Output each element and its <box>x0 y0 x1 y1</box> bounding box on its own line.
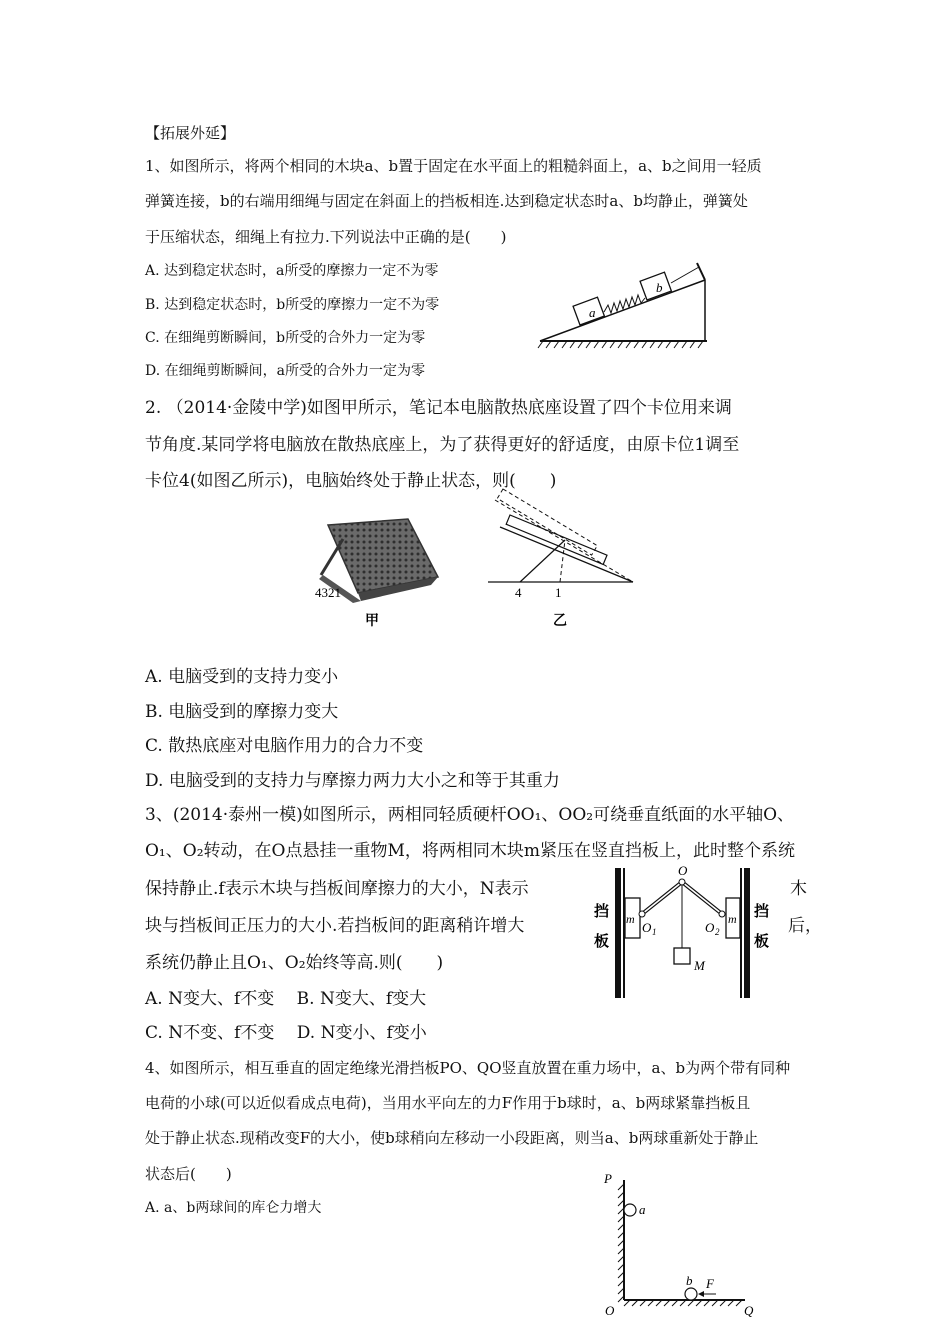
q4-option-a: A. a、b两球间的库仑力增大 <box>145 1200 322 1216</box>
q1-option-a: A. 达到稳定状态时，a所受的摩擦力一定不为零 <box>145 263 439 279</box>
q3-left-board-char-1: 挡 <box>594 902 610 920</box>
q2-angle-diagram <box>485 497 640 632</box>
q4-line-2: 电荷的小球(可以近似看成点电荷)，当用水平向左的力F作用于b球时，a、b两球紧靠挡板且 <box>145 1094 751 1112</box>
q3-fig-label-m-left: m <box>626 912 635 926</box>
q4-line-4: 状态后( ) <box>145 1165 232 1183</box>
q3-right-board-char-1: 挡 <box>754 902 770 920</box>
q2-line-2: 节角度.某同学将电脑放在散热底座上，为了获得更好的舒适度，由原卡位1调至 <box>145 435 740 455</box>
q1-option-c: C. 在细绳剪断瞬间，b所受的合外力一定为零 <box>145 330 426 346</box>
q2-diagram-label: 乙 <box>553 613 567 629</box>
q2-option-b: B. 电脑受到的摩擦力变大 <box>145 702 339 722</box>
q2-line-1: 2. （2014·金陵中学)如图甲所示，笔记本电脑散热底座设置了四个卡位用来调 <box>145 398 732 418</box>
q3-fig-label-o2: O <box>705 920 715 935</box>
q3-options-row-2: C. N不变、f不变 D. N变小、f变小 <box>145 1023 427 1043</box>
q4-line-3: 处于静止状态.现稍改变F的大小，使b球稍向左移动一小段距离，则当a、b两球重新处于静止 <box>145 1129 759 1147</box>
q3-fig-label-m-right: m <box>728 912 737 926</box>
q1-option-b: B. 达到稳定状态时，b所受的摩擦力一定不为零 <box>145 297 440 313</box>
q3-line-5: 系统仍静止且O₁、O₂始终等高.则( ) <box>145 953 444 973</box>
q2-cooling-stand-photo <box>313 515 443 635</box>
q2-slot-1-label: 1 <box>555 585 562 600</box>
q4-fig-label-a: a <box>639 1202 646 1217</box>
q3-fig-label-weight: M <box>694 958 705 973</box>
q2-option-c: C. 散热底座对电脑作用力的合力不变 <box>145 736 424 756</box>
q3-right-board-char-2: 板 <box>754 932 770 950</box>
q2-line-3: 卡位4(如图乙所示)，电脑始终处于静止状态，则( ) <box>145 471 557 491</box>
q4-plates-figure <box>600 1170 770 1320</box>
q1-line-2: 弹簧连接，b的右端用细绳与固定在斜面上的挡板相连.达到稳定状态时a、b均静止，弹簧处 <box>145 192 748 210</box>
q1-fig-label-b: b <box>656 280 663 295</box>
q3-line-4-tail: 后， <box>788 916 822 936</box>
q4-fig-label-q: Q <box>744 1303 754 1318</box>
q4-fig-label-b: b <box>686 1273 693 1288</box>
q3-fig-label-o2-sub: 2 <box>715 927 720 937</box>
q3-line-2: O₁、O₂转动，在O点悬挂一重物M，将两相同木块m紧压在竖直挡板上，此时整个系统 <box>145 841 795 861</box>
q3-fig-label-o1: O <box>642 920 652 935</box>
q2-slot-4-label: 4 <box>515 585 522 600</box>
q3-line-3: 保持静止.f表示木块与挡板间摩擦力的大小，N表示 <box>145 879 529 899</box>
q3-line-3-tail: 木 <box>790 879 807 899</box>
q3-fig-label-o1-sub: 1 <box>652 927 657 937</box>
q3-line-1: 3、(2014·泰州一模)如图所示，两相同轻质硬杆OO₁、OO₂可绕垂直纸面的水平轴O、 <box>145 805 795 825</box>
q3-fig-label-o: O <box>678 863 688 878</box>
q4-fig-label-p: P <box>604 1171 612 1186</box>
q1-line-1: 1、如图所示，将两个相同的木块a、b置于固定在水平面上的粗糙斜面上，a、b之间用一轻质 <box>145 157 762 175</box>
q3-rod-figure <box>590 860 775 1000</box>
q3-line-4: 块与挡板间正压力的大小.若挡板间的距离稍许增大 <box>145 916 525 936</box>
q1-incline-figure <box>535 255 715 350</box>
q1-fig-label-a: a <box>589 305 596 320</box>
q3-left-board-char-2: 板 <box>594 932 610 950</box>
q2-option-a: A. 电脑受到的支持力变小 <box>145 667 339 687</box>
q1-line-3: 于压缩状态，细绳上有拉力.下列说法中正确的是( ) <box>145 228 507 246</box>
q2-option-d: D. 电脑受到的支持力与摩擦力两力大小之和等于其重力 <box>145 771 560 791</box>
q3-options-row-1: A. N变大、f不变 B. N变大、f变大 <box>145 989 427 1009</box>
q4-line-1: 4、如图所示，相互垂直的固定绝缘光滑挡板PO、QO竖直放置在重力场中，a、b为两个带有同种 <box>145 1059 791 1077</box>
q4-fig-label-f: F <box>706 1276 714 1291</box>
q1-option-d: D. 在细绳剪断瞬间，a所受的合外力一定为零 <box>145 363 425 379</box>
q2-photo-label: 甲 <box>365 613 379 629</box>
q2-photo-slots: 4321 <box>315 585 341 600</box>
q4-fig-label-o: O <box>605 1303 615 1318</box>
section-title: 【拓展外延】 <box>145 124 236 142</box>
